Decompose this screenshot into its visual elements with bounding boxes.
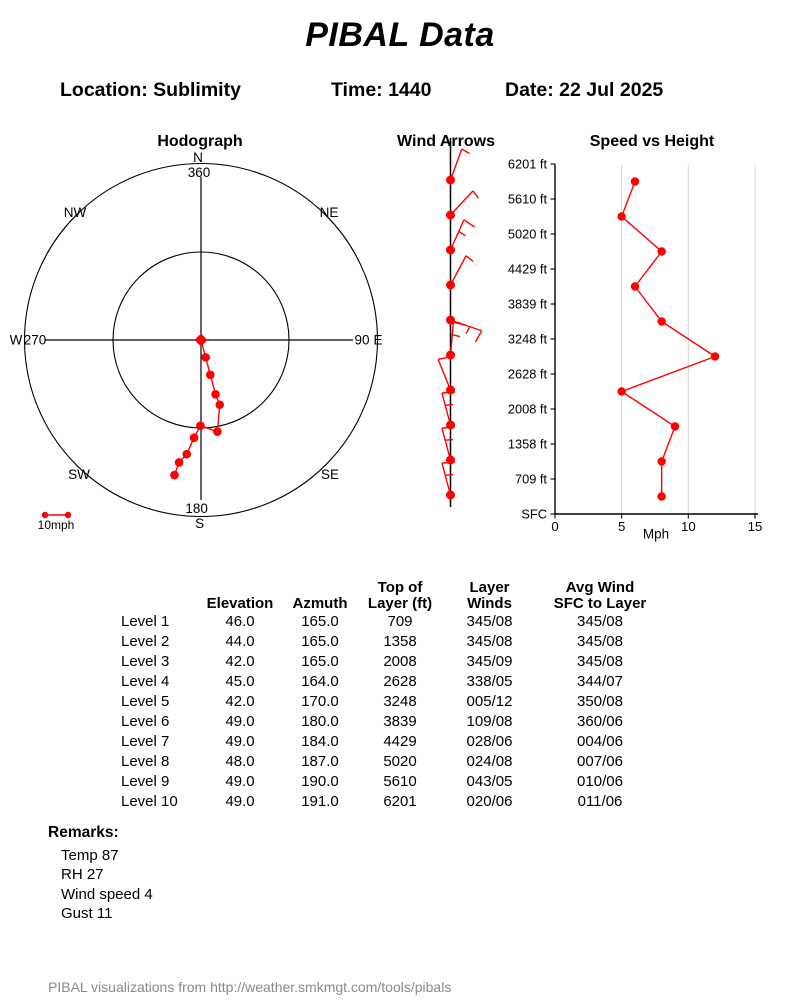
table-row [100, 612, 673, 632]
wind-barb [438, 358, 455, 395]
avg-wind-cell: 010/06 [577, 773, 623, 790]
speed-point [657, 492, 665, 500]
avg-wind-cell: 345/08 [577, 613, 623, 630]
wind-barb [442, 392, 455, 430]
layer-wind-cell: 043/05 [466, 773, 513, 790]
speed-point [711, 352, 719, 360]
header-date: Date: 22 Jul 2025 [505, 79, 664, 101]
speed-point [631, 282, 639, 290]
remark-item: Gust 11 [61, 904, 113, 922]
compass-sw: SW [68, 467, 90, 482]
avg-wind-cell: 004/06 [577, 733, 623, 750]
x-axis-label: Mph [642, 526, 670, 542]
speed-point [617, 387, 625, 395]
trace-point [182, 450, 191, 459]
legend-scale-label: 10mph [37, 518, 75, 532]
level-dot [446, 316, 455, 325]
table-row [100, 712, 673, 732]
level-dot [446, 351, 455, 360]
elevation-cell: 45.0 [225, 673, 255, 690]
elevation-cell: 48.0 [225, 753, 255, 770]
level-name-cell: Level 8 [121, 753, 170, 770]
azmuth-cell: 191.0 [301, 793, 339, 810]
level-name-cell: Level 9 [121, 773, 170, 790]
level-name-cell: Level 3 [121, 653, 170, 670]
layer-wind-cell: 024/08 [466, 753, 513, 770]
layer-wind-cell: 338/05 [466, 673, 513, 690]
table-row [100, 732, 673, 752]
layer-wind-cell: 345/09 [466, 653, 513, 670]
trace-point [201, 353, 210, 362]
level-name-cell: Level 6 [121, 713, 170, 730]
remark-item: Wind speed 4 [61, 885, 153, 903]
elevation-cell: 44.0 [225, 633, 255, 650]
degree-360: 360 [187, 165, 211, 180]
remark-item: RH 27 [61, 866, 104, 884]
level-dot [446, 246, 455, 255]
avg-wind-cell: 350/08 [577, 693, 623, 710]
level-name-cell: Level 4 [121, 673, 170, 690]
compass-w: W [10, 332, 23, 348]
compass-e: E [373, 332, 383, 348]
top-of-layer-cell: 6201 [383, 793, 417, 810]
wind-barb [442, 462, 455, 500]
level-name-cell: Level 10 [121, 793, 178, 810]
remarks-section [48, 824, 153, 923]
header-location: Location: Sublimity [60, 79, 241, 101]
azmuth-cell: 187.0 [301, 753, 339, 770]
y-tick-label: 4429 ft [507, 261, 547, 277]
wind-arrows-title: Wind Arrows [397, 133, 495, 150]
table-row [100, 752, 673, 772]
compass-se: SE [320, 467, 340, 482]
table-row [100, 792, 673, 812]
avg-wind-cell: 345/08 [577, 653, 623, 670]
compass-n: N [193, 150, 203, 165]
top-of-layer-cell: 2628 [383, 673, 417, 690]
top-of-layer-cell: 4429 [383, 733, 417, 750]
speed-profile-line [622, 182, 715, 497]
layer-wind-cell: 020/06 [466, 793, 513, 810]
azmuth-cell: 184.0 [301, 733, 339, 750]
avg-wind-cell: 360/06 [577, 713, 623, 730]
layer-wind-cell: 109/08 [466, 713, 513, 730]
azmuth-cell: 180.0 [301, 713, 339, 730]
layer-wind-cell: 005/12 [466, 693, 513, 710]
header-level [100, 580, 188, 612]
y-tick-label: 3839 ft [507, 296, 547, 312]
degree-180: 180 [185, 501, 208, 516]
azmuth-cell: 165.0 [301, 613, 339, 630]
speed-point [631, 177, 639, 185]
degree-90: 90 [354, 332, 370, 348]
wind-barb [442, 427, 455, 465]
azmuth-cell: 170.0 [301, 693, 339, 710]
y-tick-label: 3248 ft [507, 331, 547, 347]
level-dot [446, 176, 455, 185]
avg-wind-cell: 011/06 [577, 793, 623, 810]
table-row [100, 772, 673, 792]
layer-wind-cell: 345/08 [466, 613, 513, 630]
avg-wind-cell: 344/07 [577, 673, 623, 690]
y-tick-label: 1358 ft [507, 436, 547, 452]
elevation-cell: 49.0 [225, 773, 255, 790]
header-azmuth: Azmuth [292, 594, 348, 612]
level-name-cell: Level 2 [121, 633, 170, 650]
y-tick-label: 6201 ft [507, 156, 547, 172]
wind-barb [446, 322, 466, 359]
trace-point [190, 433, 199, 442]
level-dot [446, 456, 455, 465]
hodograph-title: Hodograph [157, 133, 243, 150]
top-of-layer-cell: 5020 [383, 753, 417, 770]
header-elevation: Elevation [206, 594, 274, 612]
hodograph-chart [10, 125, 400, 539]
table-row [100, 632, 673, 652]
table-row [100, 652, 673, 672]
top-of-layer-cell: 2008 [383, 653, 417, 670]
trace-origin-marker [195, 334, 208, 347]
speed-point [671, 422, 679, 430]
remarks-label: Remarks: [48, 824, 119, 841]
y-tick-label: 5610 ft [507, 191, 547, 207]
compass-ne: NE [319, 205, 339, 220]
header-top-of-layer: Top of Layer (ft) [367, 579, 433, 612]
level-dot [446, 211, 455, 220]
elevation-cell: 42.0 [225, 653, 255, 670]
speed-vs-height-title: Speed vs Height [589, 133, 715, 150]
x-tick-label: 10 [680, 519, 696, 534]
azmuth-cell: 165.0 [301, 653, 339, 670]
levels-table [100, 580, 673, 812]
remark-item: Temp 87 [61, 847, 119, 864]
top-of-layer-cell: 1358 [383, 633, 417, 650]
trace-point [213, 427, 222, 436]
speed-point [657, 457, 665, 465]
top-of-layer-cell: 3839 [383, 713, 417, 730]
elevation-cell: 42.0 [225, 693, 255, 710]
remarks-list [48, 846, 153, 923]
compass-s: S [195, 516, 205, 531]
speed-point [657, 317, 665, 325]
y-tick-label: 2628 ft [507, 366, 547, 382]
footer-credit: PIBAL visualizations from http://weather.smkmgt.com/tools/pibals [48, 979, 452, 995]
level-name-cell: Level 7 [121, 733, 170, 750]
layer-wind-cell: 028/06 [466, 733, 513, 750]
trace-point [170, 471, 179, 480]
avg-wind-cell: 345/08 [577, 633, 623, 650]
elevation-cell: 46.0 [225, 613, 255, 630]
header-time: Time: 1440 [331, 79, 432, 101]
x-tick-label: 0 [551, 519, 559, 534]
level-dot [446, 281, 455, 290]
level-dot [446, 386, 455, 395]
header-layer-winds: Layer Winds [467, 579, 512, 612]
trace-point [175, 458, 184, 467]
speed-vs-height-chart [500, 125, 800, 550]
azmuth-cell: 165.0 [301, 633, 339, 650]
elevation-cell: 49.0 [225, 733, 255, 750]
y-tick-label: 2008 ft [507, 401, 547, 417]
table-row [100, 692, 673, 712]
trace-point [211, 390, 220, 399]
top-of-layer-cell: 709 [387, 613, 413, 630]
level-dot [446, 491, 455, 500]
y-tick-label: SFC [521, 506, 547, 522]
top-of-layer-cell: 3248 [383, 693, 417, 710]
azmuth-cell: 190.0 [301, 773, 339, 790]
level-name-cell: Level 5 [121, 693, 170, 710]
y-tick-label: 5020 ft [507, 226, 547, 242]
avg-wind-cell: 007/06 [577, 753, 623, 770]
azmuth-cell: 164.0 [301, 673, 339, 690]
x-tick-label: 15 [747, 519, 763, 534]
level-dot [446, 421, 455, 430]
degree-270: 270 [23, 332, 47, 348]
wind-barb [446, 149, 470, 185]
top-of-layer-cell: 5610 [383, 773, 417, 790]
table-header-row [100, 580, 673, 612]
compass-nw: NW [63, 205, 87, 220]
trace-point [196, 421, 205, 430]
speed-point [657, 247, 665, 255]
header-avg-wind: Avg Wind SFC to Layer [553, 579, 647, 612]
speed-point [617, 212, 625, 220]
x-tick-label: 5 [617, 519, 626, 534]
hodograph-trace [174, 340, 219, 475]
elevation-cell: 49.0 [225, 793, 255, 810]
trace-point [206, 370, 215, 379]
table-row [100, 672, 673, 692]
level-name-cell: Level 1 [121, 613, 170, 630]
y-tick-label: 709 ft [514, 471, 547, 487]
trace-point [215, 400, 224, 409]
elevation-cell: 49.0 [225, 713, 255, 730]
layer-wind-cell: 345/08 [466, 633, 513, 650]
page-title: PIBAL Data [305, 16, 495, 54]
